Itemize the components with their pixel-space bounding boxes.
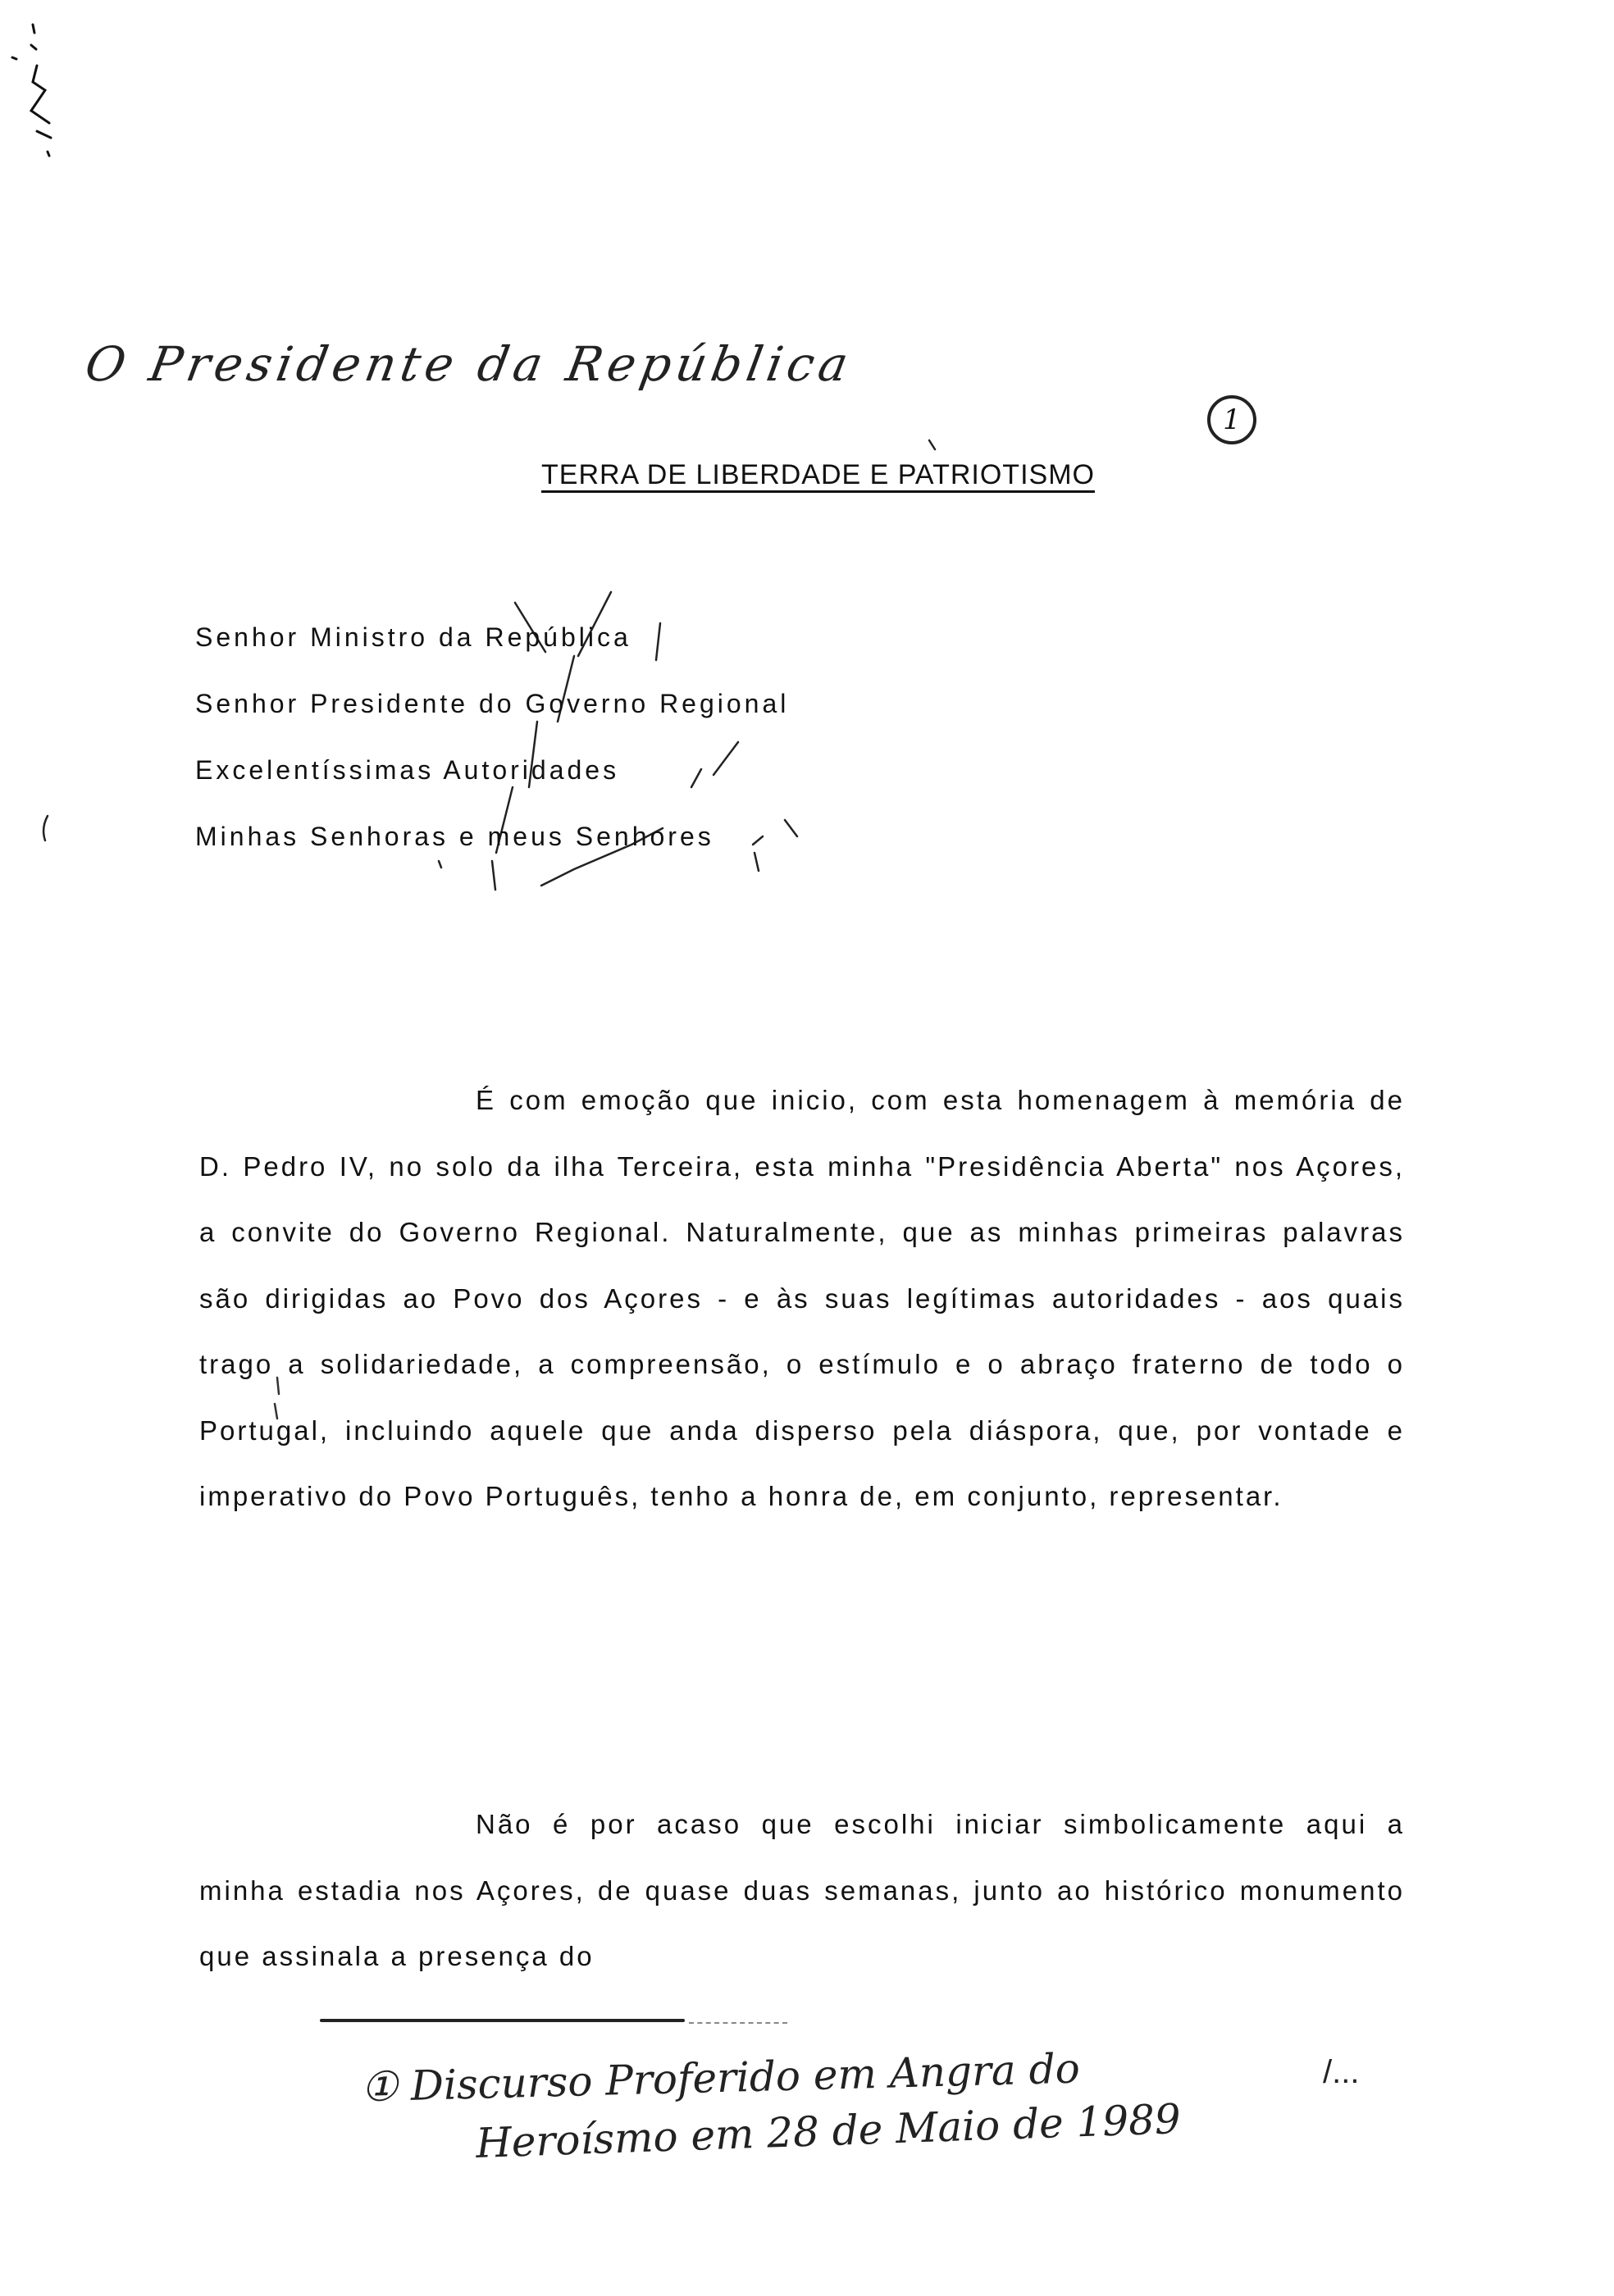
salutation-line: Minhas Senhoras e meus Senhores <box>195 822 714 851</box>
footnote-handwritten-line: ① Discurso Proferido em Angra do <box>360 2044 1081 2112</box>
body-paragraph <box>199 1792 1405 1990</box>
salutation-line: Senhor Presidente do Governo Regional <box>195 689 790 718</box>
footnote-handwritten-line: Heroísmo em 28 de Maio de 1989 <box>475 2095 1182 2167</box>
paragraph-text: Não é por acaso que escolhi iniciar simbolicamente aqui a minha estadia nos Açores, de quase duas semanas, junto ao histórico monumento que assinala a presença do <box>199 1809 1405 1971</box>
handwritten-rule <box>320 2019 685 2022</box>
salutation-line: Excelentíssimas Autoridades <box>195 755 620 785</box>
letterhead: O Presidente da República <box>81 336 858 392</box>
page-number-mark: 1 <box>1207 395 1256 444</box>
body-paragraph <box>199 1068 1405 1530</box>
paragraph-text: É com emoção que inicio, com esta homenagem à memória de D. Pedro IV, no solo da ilha Terceira, esta minha "Presidência Aberta" nos Açores, a convite do Governo Regional. Naturalmente, que as minhas primeiras palavras são dirigidas ao Povo dos Açores - e às suas legítimas autoridades - aos quais trago a solidariedade, a compreensão, o estímulo e o abraço fraterno de todo o Portugal, incluindo aquele que anda disperso pela diáspora, que, por vontade e imperativo do Povo Português, tenho a honra de, em conjunto, representar. <box>199 1085 1405 1511</box>
document-title: TERRA DE LIBERDADE E PATRIOTISMO <box>541 459 1095 490</box>
handwritten-rule-dashes <box>689 2022 787 2024</box>
continuation-mark: /... <box>1323 2054 1360 2090</box>
salutation-block <box>195 619 789 885</box>
salutation-line: Senhor Ministro da República <box>195 622 631 652</box>
